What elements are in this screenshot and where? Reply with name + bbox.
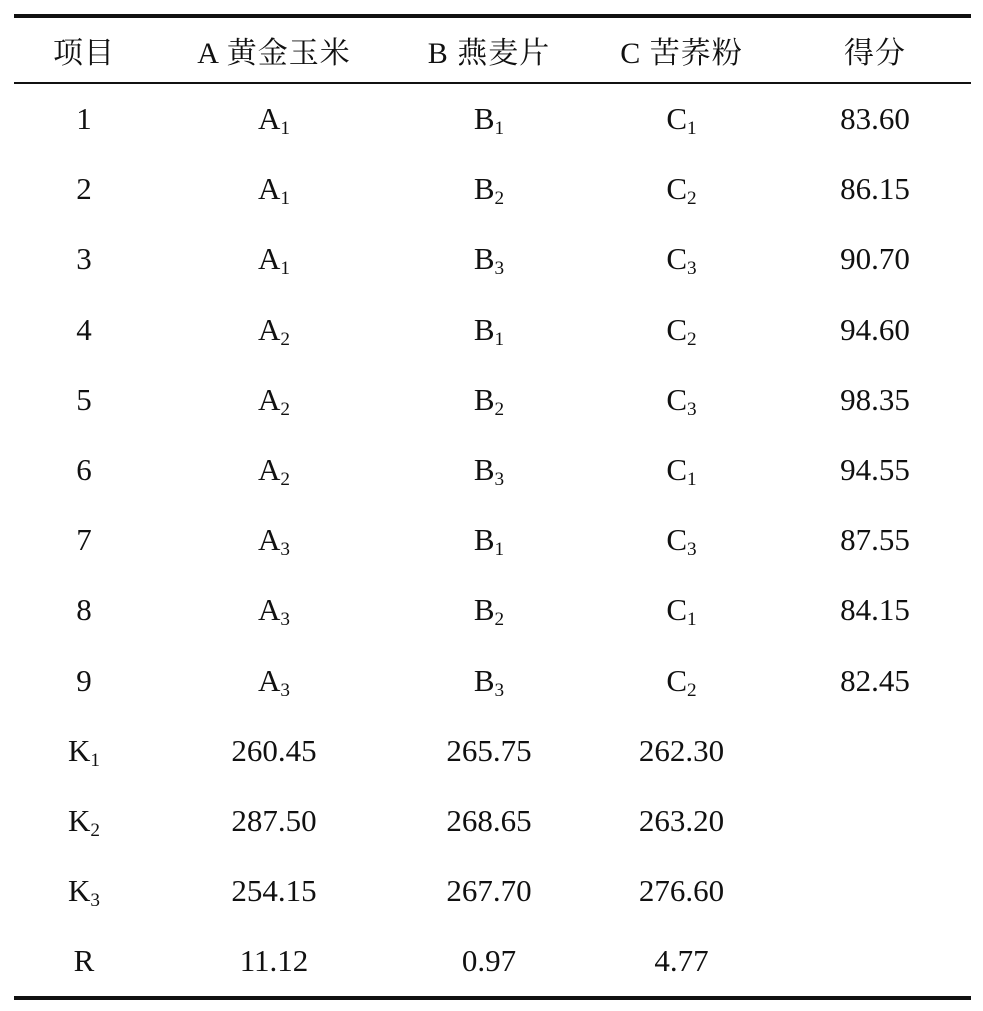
table-row (14, 365, 971, 435)
cell-subscript: 1 (280, 188, 290, 210)
cell-subscript: 2 (494, 188, 505, 210)
cell-value: C (666, 311, 688, 347)
cell-factor-a (154, 84, 394, 154)
header-item: 项目 (53, 36, 115, 71)
cell-value: 2 (76, 171, 92, 207)
cell-score (779, 856, 971, 926)
cell-item (14, 84, 154, 154)
cell-subscript: 3 (280, 679, 290, 701)
cell-subscript: 2 (280, 328, 290, 350)
cell-factor-a (154, 224, 394, 294)
cell-value: B (473, 662, 495, 698)
cell-value: 90.70 (840, 241, 910, 277)
cell-item (14, 856, 154, 926)
cell-value: B (473, 381, 495, 417)
cell-subscript: 1 (280, 117, 290, 139)
cell-value: 86.15 (840, 171, 910, 207)
cell-factor-b (394, 646, 584, 716)
cell-factor-c (584, 435, 779, 505)
cell-value: C (666, 522, 688, 558)
header-factor-a: A 黄金玉米 (197, 36, 351, 71)
cell-factor-c (584, 295, 779, 365)
cell-subscript: 1 (494, 117, 505, 139)
cell-score (779, 926, 971, 996)
cell-value: 4.77 (654, 943, 709, 979)
header-score: 得分 (844, 36, 906, 71)
cell-subscript: 3 (90, 889, 100, 911)
cell-value: 94.55 (840, 452, 910, 488)
cell-score (779, 295, 971, 365)
cell-factor-b (394, 84, 584, 154)
cell-value: A (258, 592, 281, 628)
cell-value: 6 (76, 452, 92, 488)
cell-value: C (666, 662, 688, 698)
cell-factor-b (394, 505, 584, 575)
cell-value: 1 (76, 101, 92, 137)
cell-value: 254.15 (231, 873, 317, 909)
cell-value: 4 (76, 311, 92, 347)
cell-value: C (666, 381, 688, 417)
cell-value: C (666, 101, 688, 137)
cell-factor-b (394, 365, 584, 435)
cell-item (14, 716, 154, 786)
cell-value: 82.45 (840, 662, 910, 698)
cell-value: 5 (76, 381, 92, 417)
cell-subscript: 1 (687, 468, 697, 490)
cell-item (14, 365, 154, 435)
cell-subscript: 1 (494, 539, 505, 561)
cell-value: A (258, 311, 281, 347)
cell-subscript: 2 (90, 819, 100, 841)
cell-item (14, 575, 154, 645)
cell-subscript: 3 (494, 468, 505, 490)
cell-factor-c (584, 84, 779, 154)
cell-factor-a (154, 365, 394, 435)
table-row (14, 224, 971, 294)
cell-value: 263.20 (638, 802, 725, 838)
cell-subscript: 1 (687, 117, 697, 139)
cell-value: 83.60 (840, 101, 910, 137)
cell-item (14, 435, 154, 505)
header-factor-c: C 苦荞粉 (620, 36, 743, 71)
cell-subscript: 1 (90, 749, 100, 771)
cell-value: 9 (76, 662, 92, 698)
cell-item (14, 926, 154, 996)
cell-value: A (258, 171, 281, 207)
cell-value: 276.60 (638, 873, 725, 909)
cell-value: 87.55 (840, 522, 910, 558)
table-row (14, 646, 971, 716)
cell-value: C (666, 241, 688, 277)
bottom-rule (14, 996, 971, 1000)
cell-factor-a (154, 926, 394, 996)
cell-value: 11.12 (239, 943, 309, 979)
cell-factor-a (154, 716, 394, 786)
cell-score (779, 786, 971, 856)
table-row (14, 716, 971, 786)
table-row (14, 856, 971, 926)
cell-factor-c (584, 716, 779, 786)
cell-factor-c (584, 646, 779, 716)
cell-subscript: 2 (280, 468, 290, 490)
cell-factor-c (584, 856, 779, 926)
cell-subscript: 3 (280, 539, 290, 561)
cell-score (779, 365, 971, 435)
cell-value: K (68, 732, 91, 768)
cell-value: 94.60 (840, 311, 910, 347)
cell-factor-a (154, 154, 394, 224)
cell-factor-c (584, 926, 779, 996)
cell-item (14, 786, 154, 856)
table-row (14, 154, 971, 224)
cell-factor-c (584, 575, 779, 645)
cell-factor-a (154, 786, 394, 856)
cell-factor-a (154, 856, 394, 926)
cell-score (779, 154, 971, 224)
cell-factor-c (584, 365, 779, 435)
header-row (14, 18, 971, 82)
cell-value: B (473, 311, 495, 347)
results-table-body (14, 84, 971, 996)
cell-factor-b (394, 786, 584, 856)
cell-value: 287.50 (231, 802, 317, 838)
cell-value: C (666, 592, 688, 628)
cell-factor-c (584, 786, 779, 856)
cell-value: 0.97 (461, 943, 517, 979)
cell-value: 260.45 (231, 732, 317, 768)
table-row (14, 435, 971, 505)
cell-subscript: 1 (494, 328, 505, 350)
cell-value: B (473, 592, 495, 628)
cell-value: C (666, 452, 688, 488)
cell-score (779, 435, 971, 505)
cell-value: A (258, 381, 281, 417)
cell-value: 262.30 (638, 732, 725, 768)
table-row (14, 786, 971, 856)
cell-factor-b (394, 224, 584, 294)
cell-score (779, 224, 971, 294)
table-row (14, 926, 971, 996)
cell-value: 3 (76, 241, 92, 277)
cell-subscript: 2 (687, 328, 697, 350)
cell-value: A (258, 452, 281, 488)
cell-factor-c (584, 154, 779, 224)
cell-factor-a (154, 646, 394, 716)
cell-value: A (258, 662, 281, 698)
cell-factor-b (394, 295, 584, 365)
cell-factor-a (154, 295, 394, 365)
cell-subscript: 3 (687, 398, 697, 420)
cell-score (779, 716, 971, 786)
cell-factor-b (394, 856, 584, 926)
cell-subscript: 3 (280, 609, 290, 631)
cell-subscript: 2 (494, 609, 505, 631)
cell-value: A (258, 522, 281, 558)
cell-subscript: 3 (687, 539, 697, 561)
cell-factor-a (154, 435, 394, 505)
cell-item (14, 505, 154, 575)
cell-factor-a (154, 505, 394, 575)
cell-factor-b (394, 926, 584, 996)
cell-subscript: 3 (494, 258, 505, 280)
cell-value: K (68, 873, 91, 909)
cell-value: R (73, 943, 95, 979)
cell-value: 84.15 (840, 592, 910, 628)
cell-subscript: 1 (687, 609, 697, 631)
cell-value: 268.65 (446, 802, 532, 838)
cell-subscript: 1 (280, 258, 290, 280)
results-table (14, 18, 971, 82)
table-row (14, 575, 971, 645)
cell-score (779, 505, 971, 575)
cell-item (14, 646, 154, 716)
header-factor-b: B 燕麦片 (427, 36, 551, 71)
cell-value: C (666, 171, 688, 207)
table-row (14, 295, 971, 365)
cell-value: K (68, 802, 91, 838)
cell-score (779, 575, 971, 645)
cell-item (14, 154, 154, 224)
orthogonal-test-table (14, 14, 971, 1000)
cell-factor-b (394, 575, 584, 645)
cell-value: 98.35 (840, 381, 910, 417)
cell-score (779, 84, 971, 154)
cell-factor-b (394, 154, 584, 224)
cell-value: 8 (76, 592, 92, 628)
cell-subscript: 2 (687, 188, 697, 210)
cell-subscript: 2 (687, 679, 697, 701)
cell-subscript: 3 (494, 679, 505, 701)
cell-item (14, 224, 154, 294)
cell-subscript: 2 (494, 398, 505, 420)
cell-value: B (473, 452, 495, 488)
cell-value: A (258, 101, 281, 137)
cell-value: 267.70 (446, 873, 532, 909)
table-row (14, 505, 971, 575)
cell-value: B (473, 241, 495, 277)
cell-factor-b (394, 716, 584, 786)
cell-score (779, 646, 971, 716)
cell-factor-b (394, 435, 584, 505)
cell-factor-c (584, 224, 779, 294)
cell-value: B (473, 522, 495, 558)
cell-value: B (473, 101, 495, 137)
cell-value: 265.75 (446, 732, 532, 768)
cell-subscript: 3 (687, 258, 697, 280)
cell-value: B (473, 171, 495, 207)
table-row (14, 84, 971, 154)
cell-value: 7 (76, 522, 92, 558)
cell-item (14, 295, 154, 365)
cell-factor-c (584, 505, 779, 575)
cell-value: A (258, 241, 281, 277)
cell-subscript: 2 (280, 398, 290, 420)
cell-factor-a (154, 575, 394, 645)
